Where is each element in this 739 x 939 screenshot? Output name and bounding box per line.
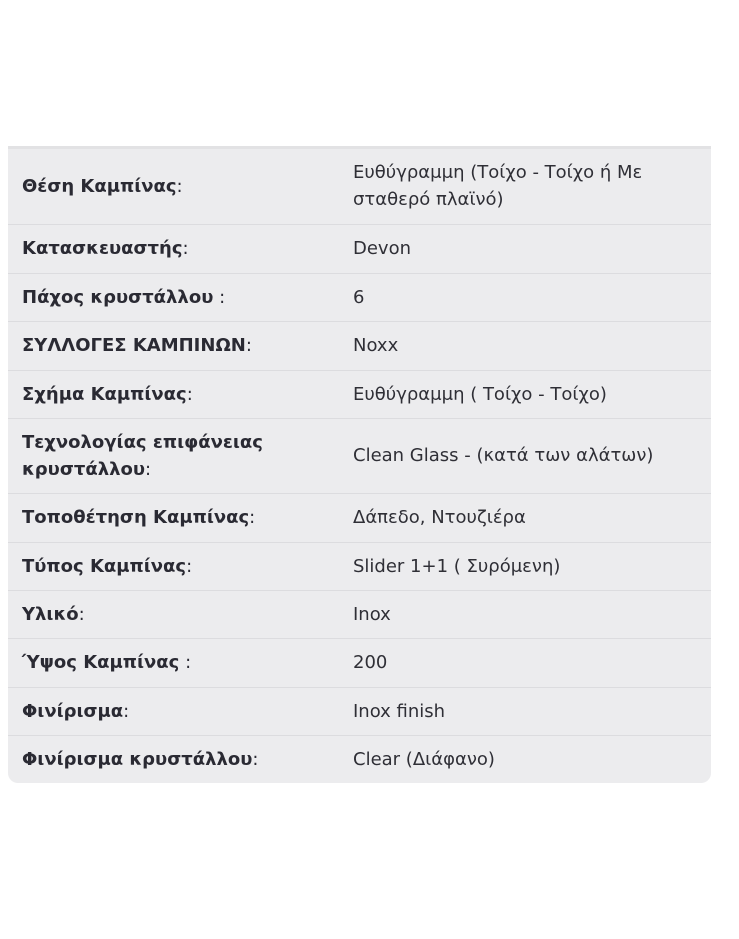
spec-value: Inox finish: [353, 700, 446, 722]
spec-label-colon: :: [186, 555, 193, 577]
spec-label-cell: [8, 418, 353, 493]
spec-row-placement: [8, 493, 711, 542]
spec-label-colon: :: [145, 458, 152, 480]
spec-value: Clear (Διάφανο): [353, 748, 495, 770]
spec-value: 200: [353, 652, 388, 673]
spec-row-position: [8, 149, 711, 224]
spec-label-colon: :: [245, 335, 252, 356]
spec-label-colon: :: [182, 238, 189, 259]
spec-value: Noxx: [353, 335, 399, 356]
spec-label-colon: :: [249, 507, 256, 528]
spec-label: Φινίρισμα κρυστάλλου: [22, 748, 253, 770]
spec-label-cell: [8, 370, 353, 418]
spec-label-colon: :: [123, 700, 130, 722]
spec-label: Θέση Καμπίνας: [22, 175, 177, 197]
spec-row-collections: [8, 321, 711, 370]
spec-value: Ευθύγραμμη (Τοίχο - Τοίχο ή Με σταθερό πλαϊνό): [353, 162, 643, 211]
spec-row-material: [8, 590, 711, 638]
spec-label-colon: :: [176, 175, 183, 197]
spec-label-cell: [8, 542, 353, 590]
spec-row-height: [8, 638, 711, 687]
spec-label: Πάχος κρυστάλλου: [22, 286, 214, 308]
spec-label-cell: [8, 493, 353, 542]
spec-value: 6: [353, 286, 365, 308]
spec-row-glass-finish: [8, 735, 711, 783]
spec-label-cell: [8, 638, 353, 687]
spec-label-cell: [8, 735, 353, 783]
spec-value: Devon: [353, 238, 412, 259]
spec-label-cell: [8, 149, 353, 224]
spec-row-shape: [8, 370, 711, 418]
spec-row-glass-thickness: [8, 273, 711, 321]
spec-label: Φινίρισμα: [22, 700, 124, 722]
spec-label: ΣΥΛΛΟΓΕΣ ΚΑΜΠΙΝΩΝ: [22, 335, 246, 356]
product-specs-panel: [8, 146, 711, 783]
spec-label-colon: :: [179, 652, 192, 673]
spec-label-cell: [8, 321, 353, 370]
spec-row-finish: [8, 687, 711, 735]
spec-label-colon: :: [186, 383, 193, 405]
spec-value: Clean Glass - (κατά των αλάτων): [353, 445, 654, 466]
product-specs-table: [8, 149, 711, 783]
spec-label: Σχήμα Καμπίνας: [22, 383, 187, 405]
spec-label-cell: [8, 687, 353, 735]
spec-label: Τοποθέτηση Καμπίνας: [22, 507, 250, 528]
spec-label: Τεχνολογίας επιφάνειας κρυστάλλου: [22, 431, 263, 480]
spec-label: Υλικό: [22, 603, 79, 625]
spec-value: Inox: [353, 603, 391, 625]
spec-label: Τύπος Καμπίνας: [22, 555, 187, 577]
spec-row-manufacturer: [8, 224, 711, 273]
spec-label-cell: [8, 224, 353, 273]
spec-label-colon: :: [213, 286, 226, 308]
spec-label-cell: [8, 273, 353, 321]
spec-label: Ύψος Καμπίνας: [22, 652, 180, 673]
spec-value: Slider 1+1 ( Συρόμενη): [353, 555, 561, 577]
spec-label: Κατασκευαστής: [22, 238, 183, 259]
spec-value: Ευθύγραμμη ( Τοίχο - Τοίχο): [353, 383, 607, 405]
spec-label-colon: :: [252, 748, 259, 770]
spec-row-type: [8, 542, 711, 590]
spec-label-cell: [8, 590, 353, 638]
spec-row-surface-technology: [8, 418, 711, 493]
spec-value: Δάπεδο, Ντουζιέρα: [353, 507, 526, 528]
spec-label-colon: :: [78, 603, 85, 625]
